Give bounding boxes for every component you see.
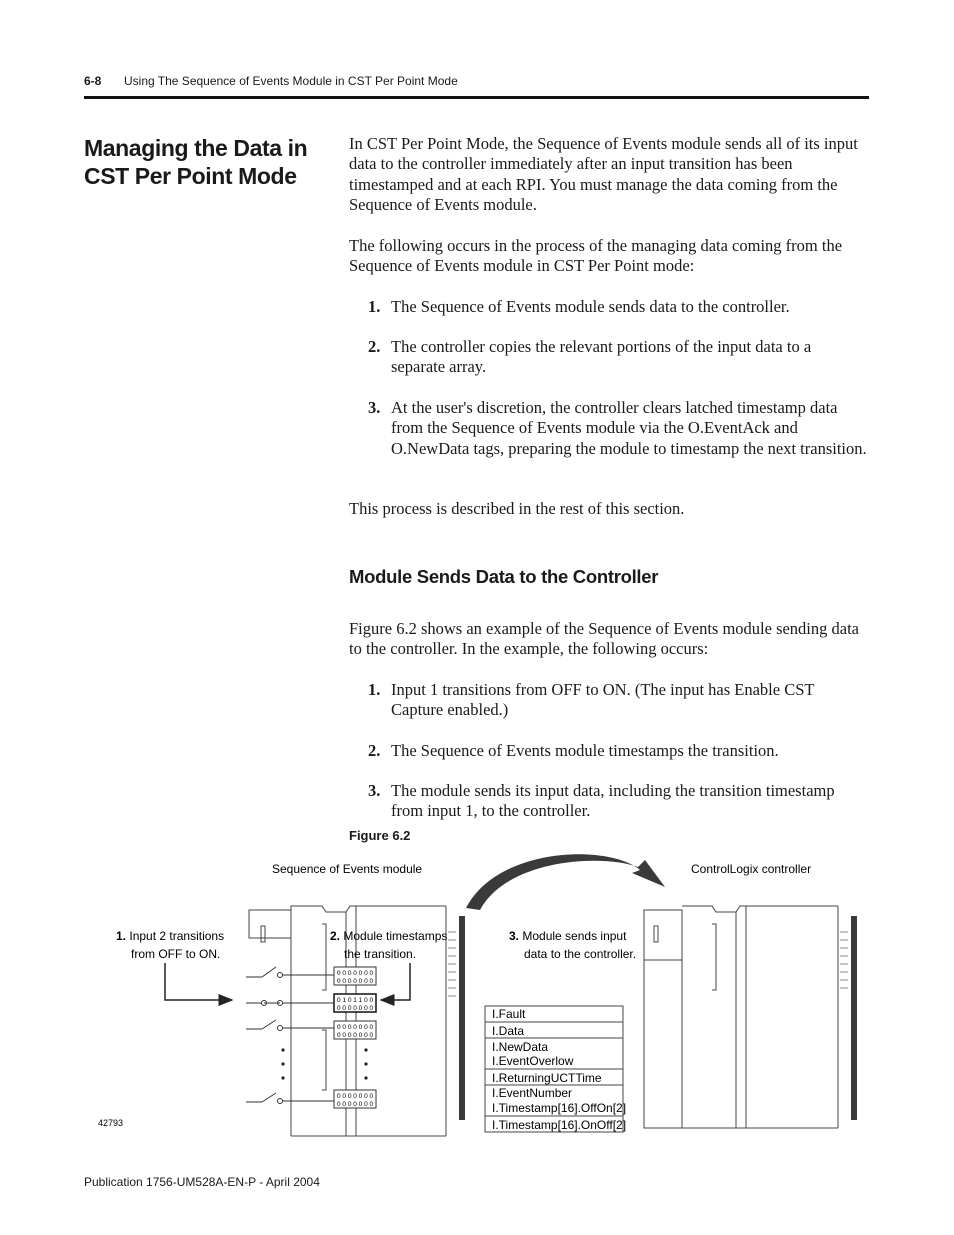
intro-paragraph: In CST Per Point Mode, the Sequence of Events module sends all of its input data to the controller immediately after an input transition has been timestamped and at each RPI. You must manage the data coming from the Sequence of Events module.: [349, 134, 858, 214]
tag-newdata: I.NewData: [492, 1040, 549, 1054]
register-1-row-b: 0 0 0 0 0 0 0: [337, 978, 374, 985]
soe-module-title: Sequence of Events module: [272, 862, 423, 876]
timestamp-registers: [334, 967, 376, 1108]
closing-paragraph: This process is described in the rest of this section.: [349, 499, 685, 518]
figure-id: 42793: [98, 1118, 124, 1128]
step-number: 1.: [368, 297, 381, 316]
step-number: 1.: [368, 680, 381, 699]
controller-outline: [644, 906, 838, 1128]
subsection-title: Module Sends Data to the Controller: [349, 566, 659, 587]
controller-vent: [840, 932, 848, 988]
register-2-row-a: 0 1 0 1 1 0 0: [337, 997, 374, 1004]
module-latch: [261, 926, 265, 942]
module-vent: [448, 932, 456, 996]
register-4-row-a: 0 0 0 0 0 0 0: [337, 1093, 374, 1100]
tag-fault: I.Fault: [492, 1007, 526, 1021]
step-number: 2.: [368, 337, 381, 356]
input-tag-list: [485, 1006, 626, 1132]
tag-timestamp-onoff: I.Timestamp[16].OnOff[2]: [492, 1118, 627, 1132]
publication-footer: Publication 1756-UM528A-EN-P - April 2004: [84, 1175, 320, 1189]
subsection-intro: Figure 6.2 shows an example of the Sequence of Events module sending data to the controller. In the example, the following occurs:: [349, 619, 860, 659]
register-links: [291, 975, 334, 1101]
switch-continuation-dots: [281, 1048, 367, 1079]
callout-1-line-1: 1. Input 2 transitions: [116, 929, 225, 943]
running-title: Using The Sequence of Events Module in CST Per Point Mode: [124, 74, 458, 88]
callout-2-line-1: 2. Module timestamps: [330, 929, 448, 943]
figure-diagram: [0, 840, 954, 1140]
tag-timestamp-offon: I.Timestamp[16].OffOn[2]: [492, 1101, 627, 1115]
process-paragraph: The following occurs in the process of the managing data coming from the Sequence of Events module in CST Per Point mode:: [349, 236, 843, 276]
step-text: Input 1 transitions from OFF to ON. (The input has Enable CST Capture enabled.): [391, 680, 815, 720]
step-text: The Sequence of Events module sends data to the controller.: [391, 297, 790, 316]
tag-data: I.Data: [492, 1024, 525, 1038]
register-4-row-b: 0 0 0 0 0 0 0: [337, 1101, 374, 1108]
step-number: 2.: [368, 741, 381, 760]
header-rule: [84, 96, 869, 99]
controller-backplane-connector: [851, 916, 857, 1120]
controller-latch: [654, 926, 658, 942]
input-switches: [246, 967, 291, 1104]
callout-3-line-2: data to the controller.: [524, 947, 637, 961]
tag-eventoverlow: I.EventOverlow: [492, 1054, 574, 1068]
step-number: 3.: [368, 398, 381, 417]
register-3-row-a: 0 0 0 0 0 0 0: [337, 1024, 374, 1031]
step-number: 3.: [368, 781, 381, 800]
transfer-arrow-icon: [466, 854, 665, 910]
tag-eventnumber: I.EventNumber: [492, 1086, 573, 1100]
tag-returninguct: I.ReturningUCTTime: [492, 1071, 602, 1085]
register-1-row-a: 0 0 0 0 0 0 0: [337, 970, 374, 977]
register-2-row-b: 0 0 0 0 0 0 0: [337, 1005, 374, 1012]
step-text: At the user's discretion, the controller clears latched timestamp data from the Sequence of Events module via the O.EventAck and O.NewData tags, preparing the module to timestamp the next transition.: [391, 398, 867, 458]
page-number: 6-8: [84, 74, 102, 88]
callout-1-line-2: from OFF to ON.: [131, 947, 221, 961]
module-backplane-connector: [459, 916, 465, 1120]
callout-3-line-1: 3. Module sends input: [509, 929, 627, 943]
callout-2-arrow: [381, 963, 410, 1000]
step-text: The module sends its input data, including the transition timestamp from input 1, to the controller.: [391, 781, 835, 821]
step-text: The Sequence of Events module timestamps the transition.: [391, 741, 779, 760]
step-text: The controller copies the relevant portions of the input data to a separate array.: [391, 337, 812, 377]
callout-2-line-2: the transition.: [344, 947, 417, 961]
controller-title: ControlLogix controller: [691, 862, 812, 876]
callout-1-arrow: [165, 963, 232, 1000]
register-3-row-b: 0 0 0 0 0 0 0: [337, 1032, 374, 1039]
figure-label: Figure 6.2: [349, 828, 411, 843]
section-title: Managing the Data in CST Per Point Mode: [84, 135, 308, 189]
